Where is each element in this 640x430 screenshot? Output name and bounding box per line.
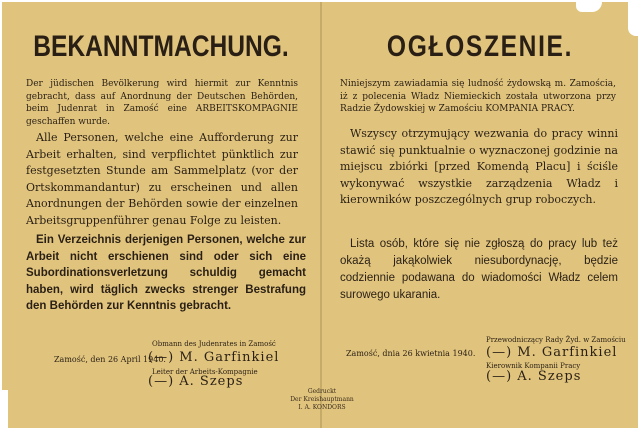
polish-paragraph-2: Wszyscy otrzymujący wezwania do pracy winni stawić się punktualnie o wyznaczonej godzinie na miejscu zbiórki [przed Komendą Placu] i ściśle wykonywać wszystkie zarządzenia Władz i kierowników poszczególnych grup roboczych. [340, 127, 618, 206]
polish-paragraph-3: Lista osób, które się nie zgłoszą do pracy lub też okażą jakąkolwiek niesubordynację, będzie codziennie podawana do wiadomości Władz celem surowego ukarania. [340, 238, 618, 301]
printer-stamp-line-2: Der Kreishauptmann [290, 396, 354, 403]
polish-column [322, 2, 638, 428]
german-sig1-role: Obmann des Judenrates in Zamość [152, 340, 276, 348]
polish-sig2-role: Kierownik Kompanii Pracy [486, 362, 581, 370]
polish-intro: Niniejszym zawiadamia się ludność żydowską m. Zamościa, iż z polecenia Władz Niemieckich została utworzona przy Radzie Żydowskiej w Zamościu KOMPANIA PRACY. [340, 79, 616, 114]
torn-edge-right [628, 2, 638, 36]
german-date: Zamość, den 26 April 1940. [54, 355, 166, 364]
printer-stamp-line-1: Gedruckt [307, 388, 337, 395]
german-sig1-name: (—) M. Garfinkiel [148, 350, 280, 365]
poster-sheet [2, 2, 638, 428]
polish-date: Zamość, dnia 26 kwietnia 1940. [346, 349, 476, 358]
german-sig2-name: (—) A. Szeps [148, 374, 244, 389]
german-paragraph-3: Ein Verzeichnis derjenigen Personen, welche zur Arbeit nicht erschienen sind oder sich eine Subordinationsverletzung schuldig gemacht haben, wird täglich zwecks strenger Bestrafung den Behörden zur Kenntnis gebracht. [26, 234, 306, 312]
german-title: BEKANNTMACHUNG. [33, 30, 289, 63]
polish-sig1-name: (—) M. Garfinkiel [486, 345, 618, 360]
printer-stamp-line-3: I. A. KONDORS [298, 404, 346, 411]
german-paragraph-2: Alle Personen, welche eine Aufforderung zur Arbeit erhalten, sind verpflichtet pünktlich zur festgesetzten Stunde am Sammelplatz (vor der Ortskommandantur) zu erscheinen und allen Anordnungen der Behörden sowie der einzelnen Arbeitsgruppenführer genau Folge zu leisten. [26, 131, 298, 227]
german-sig2-role: Leiter der Arbeits-Kompagnie [152, 368, 258, 376]
polish-sig1-role: Przewodniczący Rady Żyd. w Zamościu [486, 336, 626, 344]
printer-stamp [272, 388, 372, 412]
polish-sig2-name: (—) A. Szeps [486, 369, 582, 384]
polish-title: OGŁOSZENIE. [386, 30, 574, 63]
german-intro: Der jüdischen Bevölkerung wird hiermit zur Kenntnis gebracht, dass auf Anordnung der Deutschen Behörden, beim Judenrat in Zamość eine ARBEITSKOMPAGNIE geschaffen wurde. [26, 79, 298, 127]
torn-edge-left [2, 390, 8, 428]
german-column [2, 2, 320, 428]
